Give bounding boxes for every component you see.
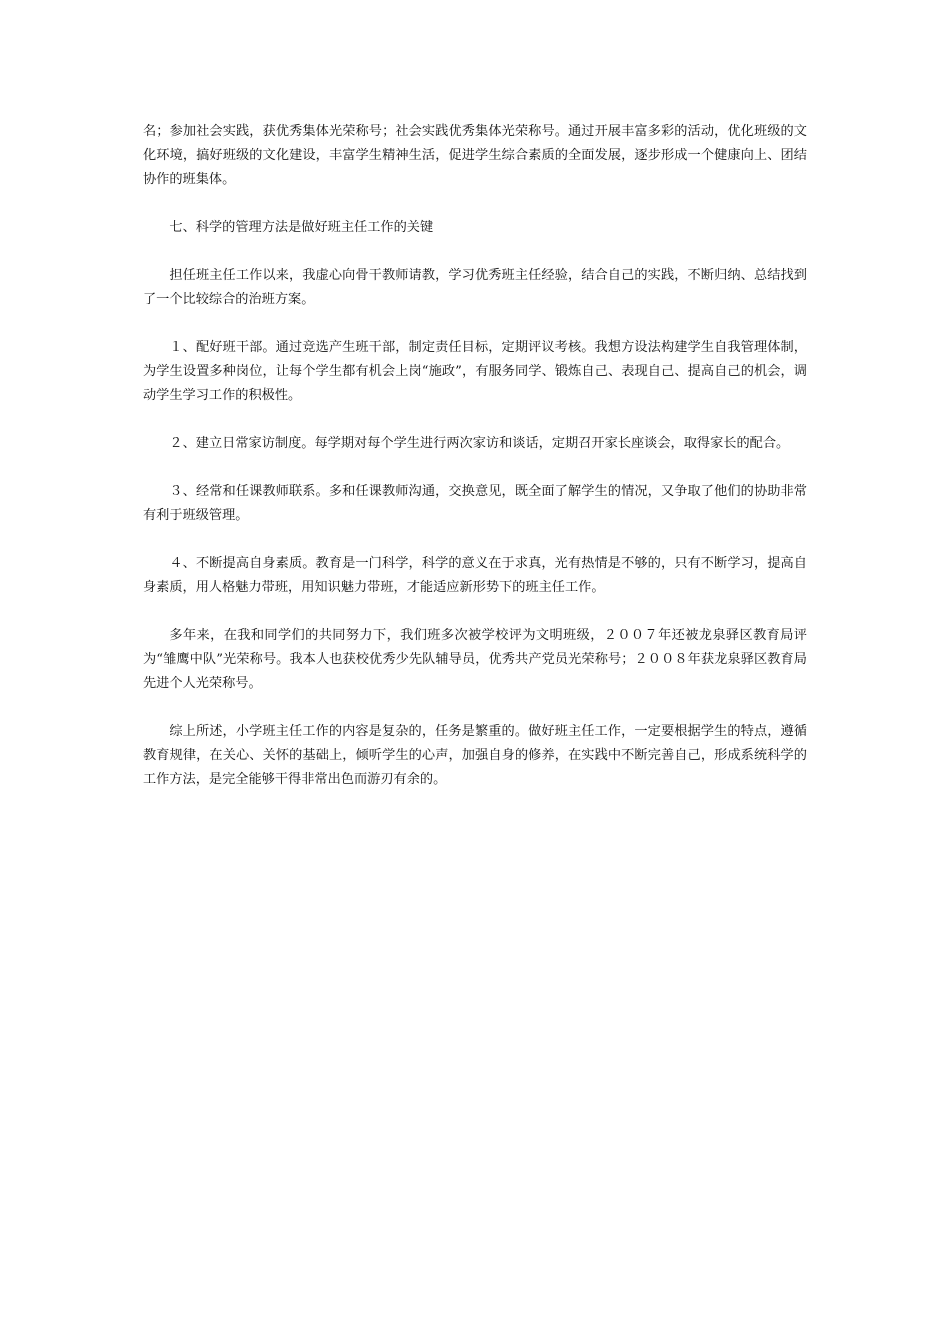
paragraph-item-3: ３、经常和任课教师联系。多和任课教师沟通，交换意见，既全面了解学生的情况，又争取了他们的协助非常有利于班级管理。 [143,484,807,523]
paragraph-achievements: 多年来，在我和同学们的共同努力下，我们班多次被学校评为文明班级，２００７年还被龙泉驿区教育局评为“雏鹰中队”光荣称号。我本人也获校优秀少先队辅导员，优秀共产党员光荣称号；２００８年获龙泉驿区教育局先进个人光荣称号。 [143,628,807,691]
paragraph-item-2: ２、建立日常家访制度。每学期对每个学生进行两次家访和谈话，定期召开家长座谈会，取得家长的配合。 [169,436,790,451]
section-heading-seven: 七、科学的管理方法是做好班主任工作的关键 [169,220,434,235]
paragraph-item-4: ４、不断提高自身素质。教育是一门科学，科学的意义在于求真，光有热情是不够的，只有不断学习，提高自身素质，用人格魅力带班，用知识魅力带班，才能适应新形势下的班主任工作。 [143,556,807,595]
document-body [143,120,807,816]
paragraph-conclusion: 综上所述，小学班主任工作的内容是复杂的，任务是繁重的。做好班主任工作，一定要根据学生的特点，遵循教育规律，在关心、关怀的基础上，倾听学生的心声，加强自身的修养，在实践中不断完善自己，形成系统科学的工作方法，是完全能够干得非常出色而游刃有余的。 [143,724,807,787]
paragraph-intro: 担任班主任工作以来，我虚心向骨干教师请教，学习优秀班主任经验，结合自己的实践，不断归纳、总结找到了一个比较综合的治班方案。 [143,268,807,307]
paragraph-item-1: １、配好班干部。通过竞选产生班干部，制定责任目标，定期评议考核。我想方设法构建学生自我管理体制，为学生设置多种岗位，让每个学生都有机会上岗“施政”，有服务同学、锻炼自己、表现自己、提高自己的机会，调动学生学习工作的积极性。 [143,340,807,403]
paragraph-continuation: 名；参加社会实践，获优秀集体光荣称号；社会实践优秀集体光荣称号。通过开展丰富多彩的活动，优化班级的文化环境，搞好班级的文化建设，丰富学生精神生活，促进学生综合素质的全面发展，逐步形成一个健康向上、团结协作的班集体。 [143,124,807,187]
